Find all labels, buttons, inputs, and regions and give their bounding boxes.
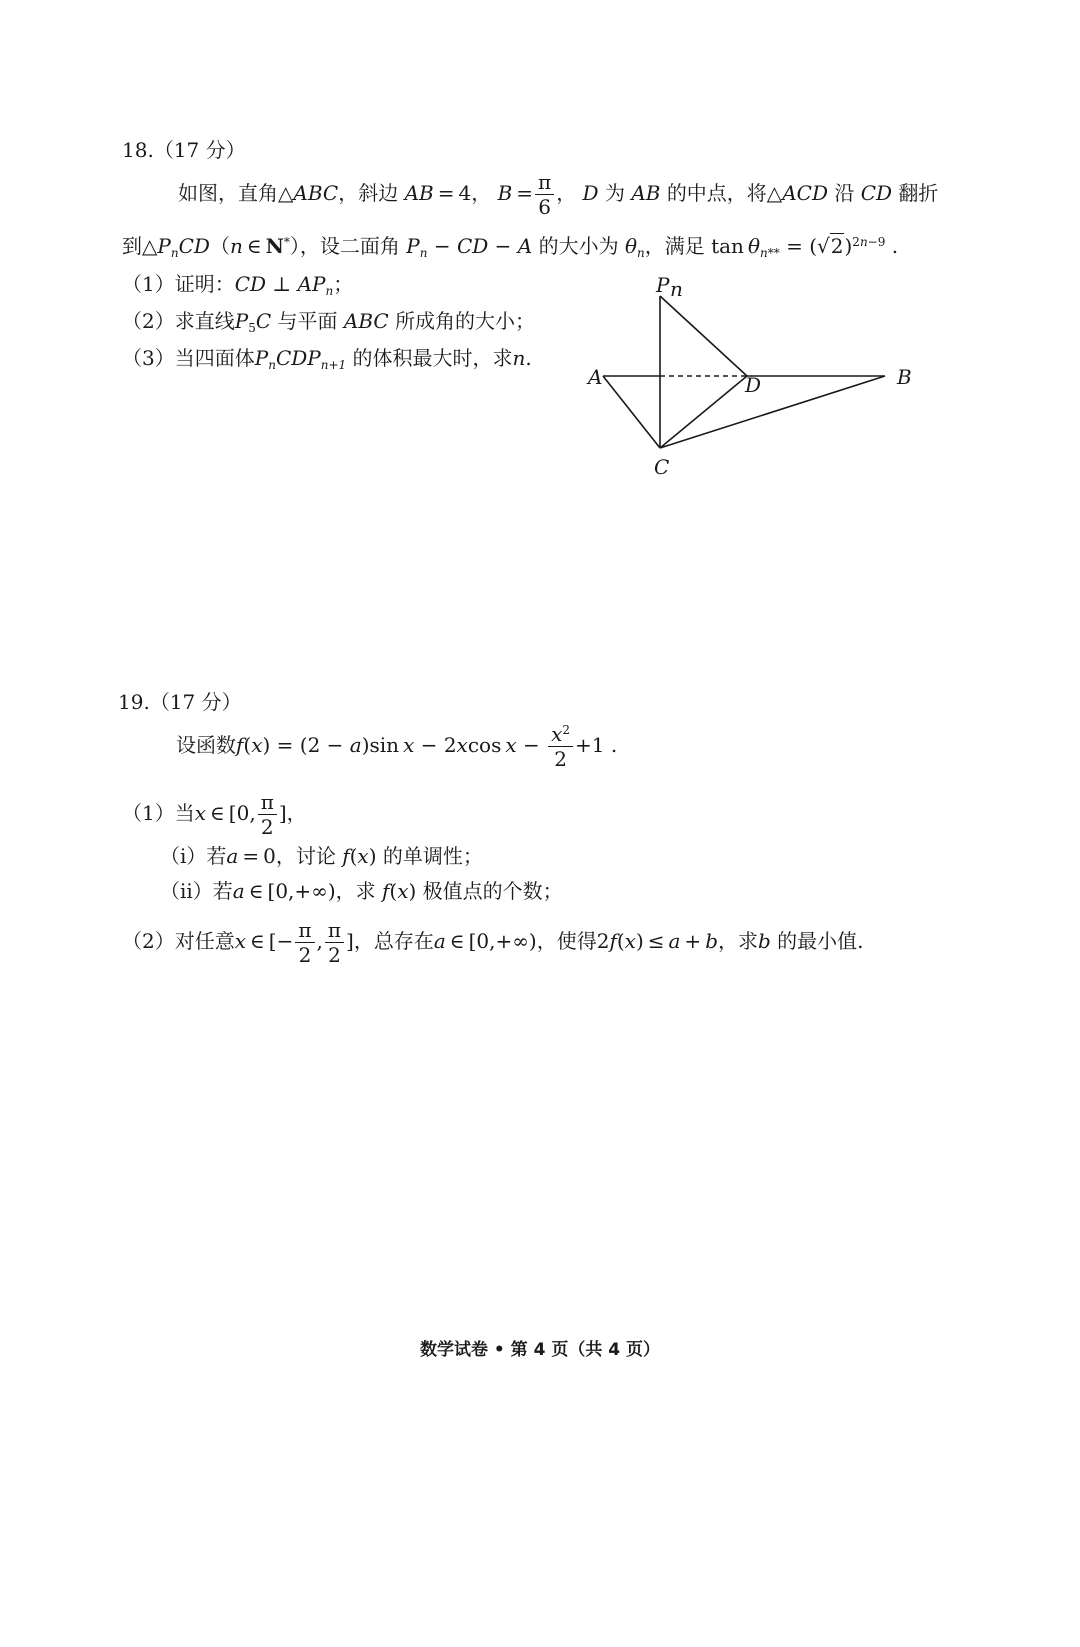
q19-sub2: （ii）若a ∈ [0,+∞)，求 f(x) 极值点的个数； xyxy=(160,879,563,903)
q19-frac-pi2: $\frac{\pi}{2}$ xyxy=(258,790,277,839)
label-c: C xyxy=(654,455,670,479)
q18-text-a: 如图，直角△ xyxy=(178,181,294,205)
page-footer: 数学试卷 • 第 4 页（共 4 页） xyxy=(419,1340,661,1360)
q19-frac-negpi2: $\frac{\pi}{2}$ xyxy=(295,918,314,967)
q18-intro-line1: 如图，直角△ABC，斜边 AB = 4， B = $\frac{\pi}{6}$ ， D 为 AB 的中点，将△ACD 沿 CD 翻折 xyxy=(178,170,939,219)
q18-part1: （1）证明：CD ⊥ $AP_n$； xyxy=(122,272,354,298)
label-pn: P xyxy=(656,273,670,297)
q19-sub1: （i）若a = 0，讨论 f(x) 的单调性； xyxy=(160,844,483,868)
q18-text-k: 的大小为 xyxy=(538,234,619,258)
q19-part2-c: ，使得 xyxy=(536,929,597,953)
q18-text-j: ），设二面角 xyxy=(289,234,400,258)
edge-c-d xyxy=(660,376,747,448)
q19-sub2-end: 极值点的个数； xyxy=(422,879,563,903)
q19-sub1-rest: ，讨论 xyxy=(275,844,336,868)
q18-part3-label: （3）当四面体 xyxy=(122,346,255,370)
q19-part2-label: （2）对任意 xyxy=(122,929,235,953)
q19-header xyxy=(118,686,242,715)
q18-header xyxy=(122,134,246,163)
q18-text-b: ，斜边 xyxy=(338,181,399,205)
q19-frac-pi2b: $\frac{\pi}{2}$ xyxy=(325,918,344,967)
label-pn-sub: n xyxy=(670,277,683,301)
q18-part3-rest: 的体积最大时，求 xyxy=(352,346,513,370)
q19-sub1-label: （i）若 xyxy=(160,844,227,868)
q18-part1-label: （1）证明： xyxy=(122,272,235,296)
q19-part1: （1）当x ∈ [0, $\frac{\pi}{2}$ ]， xyxy=(122,790,307,839)
q18-text-h: 到△ xyxy=(122,234,158,258)
q19-frac-x2: $\frac{x^2}{2}$ xyxy=(548,722,573,771)
q18-text-g: 翻折 xyxy=(898,181,939,205)
q18-text-l: ，满足 xyxy=(644,234,705,258)
label-b: B xyxy=(897,365,912,389)
q18-text-e: 的中点，将△ xyxy=(666,181,783,205)
q18-part2: （2）求直线$P_5C$ 与平面 ABC 所成角的大小； xyxy=(122,309,536,335)
q18-number: 18. xyxy=(122,138,154,162)
q18-text-c2: ， xyxy=(556,181,577,205)
q19-part2-e: 的最小值. xyxy=(777,929,864,953)
q18-part2-label: （2）求直线 xyxy=(122,309,235,333)
q19-intro: 设函数f(x) = (2 − a)sin x − 2xcos x − $\frac{x^2}{2}$ +1 . xyxy=(176,722,618,771)
edge-c-b xyxy=(660,376,885,448)
label-d: D xyxy=(745,373,762,397)
q19-number: 19. xyxy=(118,690,150,714)
q18-score: （17 分） xyxy=(153,138,246,162)
q19-sub2-rest: ，求 xyxy=(335,879,376,903)
q19-sub2-label: （ii）若 xyxy=(160,879,233,903)
q18-text-d: 为 xyxy=(604,181,625,205)
q18-text-f: 沿 xyxy=(834,181,855,205)
q18-part2-rest: 与平面 xyxy=(277,309,338,333)
q18-text-c: ， xyxy=(471,181,492,205)
q18-intro-line2: 到$\triangle P_nCD(n$ ∈ N*），设二面角 $P_n$ − CD − A 的大小为 $\theta_n$，满足 $\tan \theta_{n**} = (√2)^{2n-9}$ . xyxy=(122,234,899,260)
q19-part2: （2）对任意x ∈ [− $\frac{\pi}{2}$ , $\frac{\pi}{2}$ ]，总存在a ∈ [0,+∞)，使得2f(x) ≤ a + b，求b 的最小值. xyxy=(122,918,864,967)
edge-pn-d xyxy=(660,296,747,376)
q18-part3: （3）当四面体$P_nCDP_{n+1}$ 的体积最大时，求n. xyxy=(122,346,532,372)
q18-frac-pi6: $\frac{\pi}{6}$ xyxy=(535,170,554,219)
q18-text-i: （ xyxy=(209,234,230,258)
q19-part1-label: （1）当 xyxy=(122,801,195,825)
q19-score: （17 分） xyxy=(149,690,242,714)
label-a: A xyxy=(588,365,603,389)
q19-sub1-end: 的单调性； xyxy=(382,844,483,868)
q18-figure xyxy=(580,268,920,483)
q19-intro-text: 设函数 xyxy=(176,733,236,757)
q18-part2-end: 所成角的大小； xyxy=(395,309,536,333)
q19-part2-d: ，求 xyxy=(718,929,758,953)
q19-part2-b: ，总存在 xyxy=(353,929,434,953)
edge-a-c xyxy=(603,376,660,448)
